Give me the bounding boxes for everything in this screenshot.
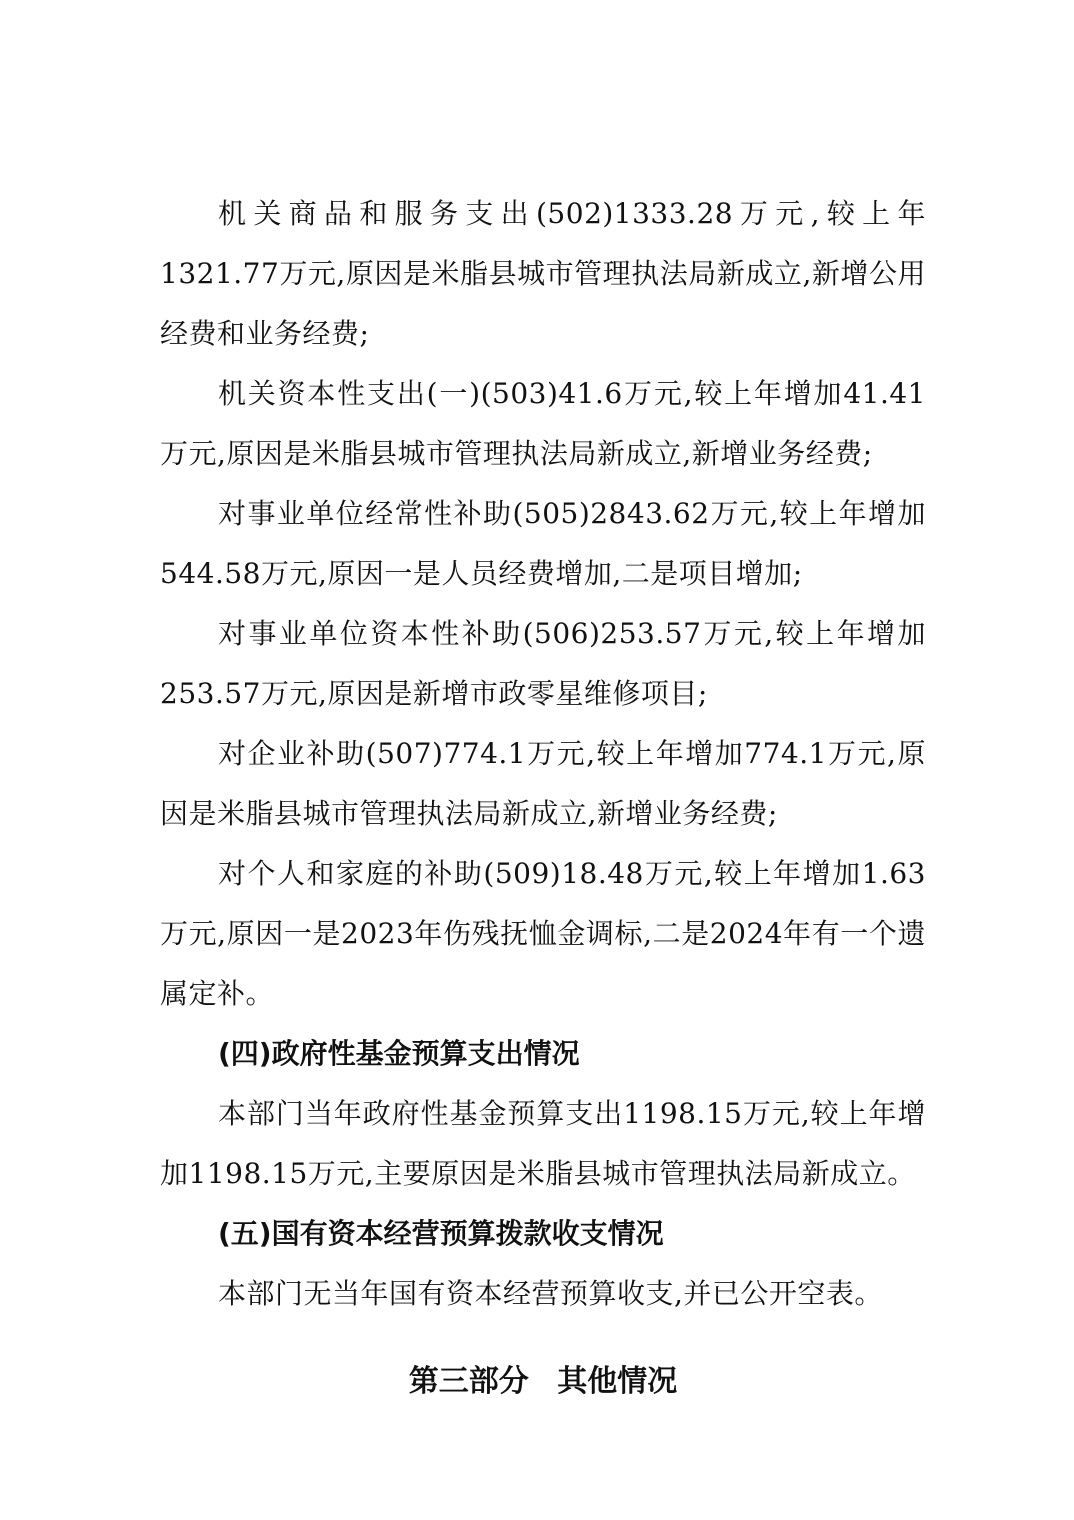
section-heading-government-fund: (四)政府性基金预算支出情况 — [218, 1037, 580, 1070]
paragraph-capital-expenditure: 机关资本性支出(一)(503)41.6万元,较上年增加41.41万元,原因是米脂县城市管理执法局新成立,新增业务经费; — [160, 377, 926, 470]
paragraph-enterprise-subsidy: 对企业补助(507)774.1万元,较上年增加774.1万元,原因是米脂县城市管理执法局新成立,新增业务经费; — [160, 737, 926, 830]
section-heading-state-capital: (五)国有资本经营预算拨款收支情况 — [218, 1217, 664, 1250]
paragraph-institution-recurring-subsidy: 对事业单位经常性补助(505)2843.62万元,较上年增加544.58万元,原因一是人员经费增加,二是项目增加; — [160, 497, 926, 590]
paragraph-state-capital: 本部门无当年国有资本经营预算收支,并已公开空表。 — [218, 1277, 883, 1310]
part-title-other: 第三部分 其他情况 — [408, 1364, 678, 1399]
paragraph-institution-capital-subsidy: 对事业单位资本性补助(506)253.57万元,较上年增加253.57万元,原因是新增市政零星维修项目; — [160, 617, 926, 710]
paragraph-government-fund: 本部门当年政府性基金预算支出1198.15万元,较上年增加1198.15万元,主要原因是米脂县城市管理执法局新成立。 — [160, 1097, 926, 1190]
paragraph-household-subsidy: 对个人和家庭的补助(509)18.48万元,较上年增加1.63万元,原因一是2023年伤残抚恤金调标,二是2024年有一个遗属定补。 — [160, 857, 926, 1010]
paragraph-commodity-services: 机关商品和服务支出(502)1333.28万元,较上年1321.77万元,原因是米脂县城市管理执法局新成立,新增公用经费和业务经费; — [160, 197, 926, 350]
document-page — [160, 184, 926, 1412]
